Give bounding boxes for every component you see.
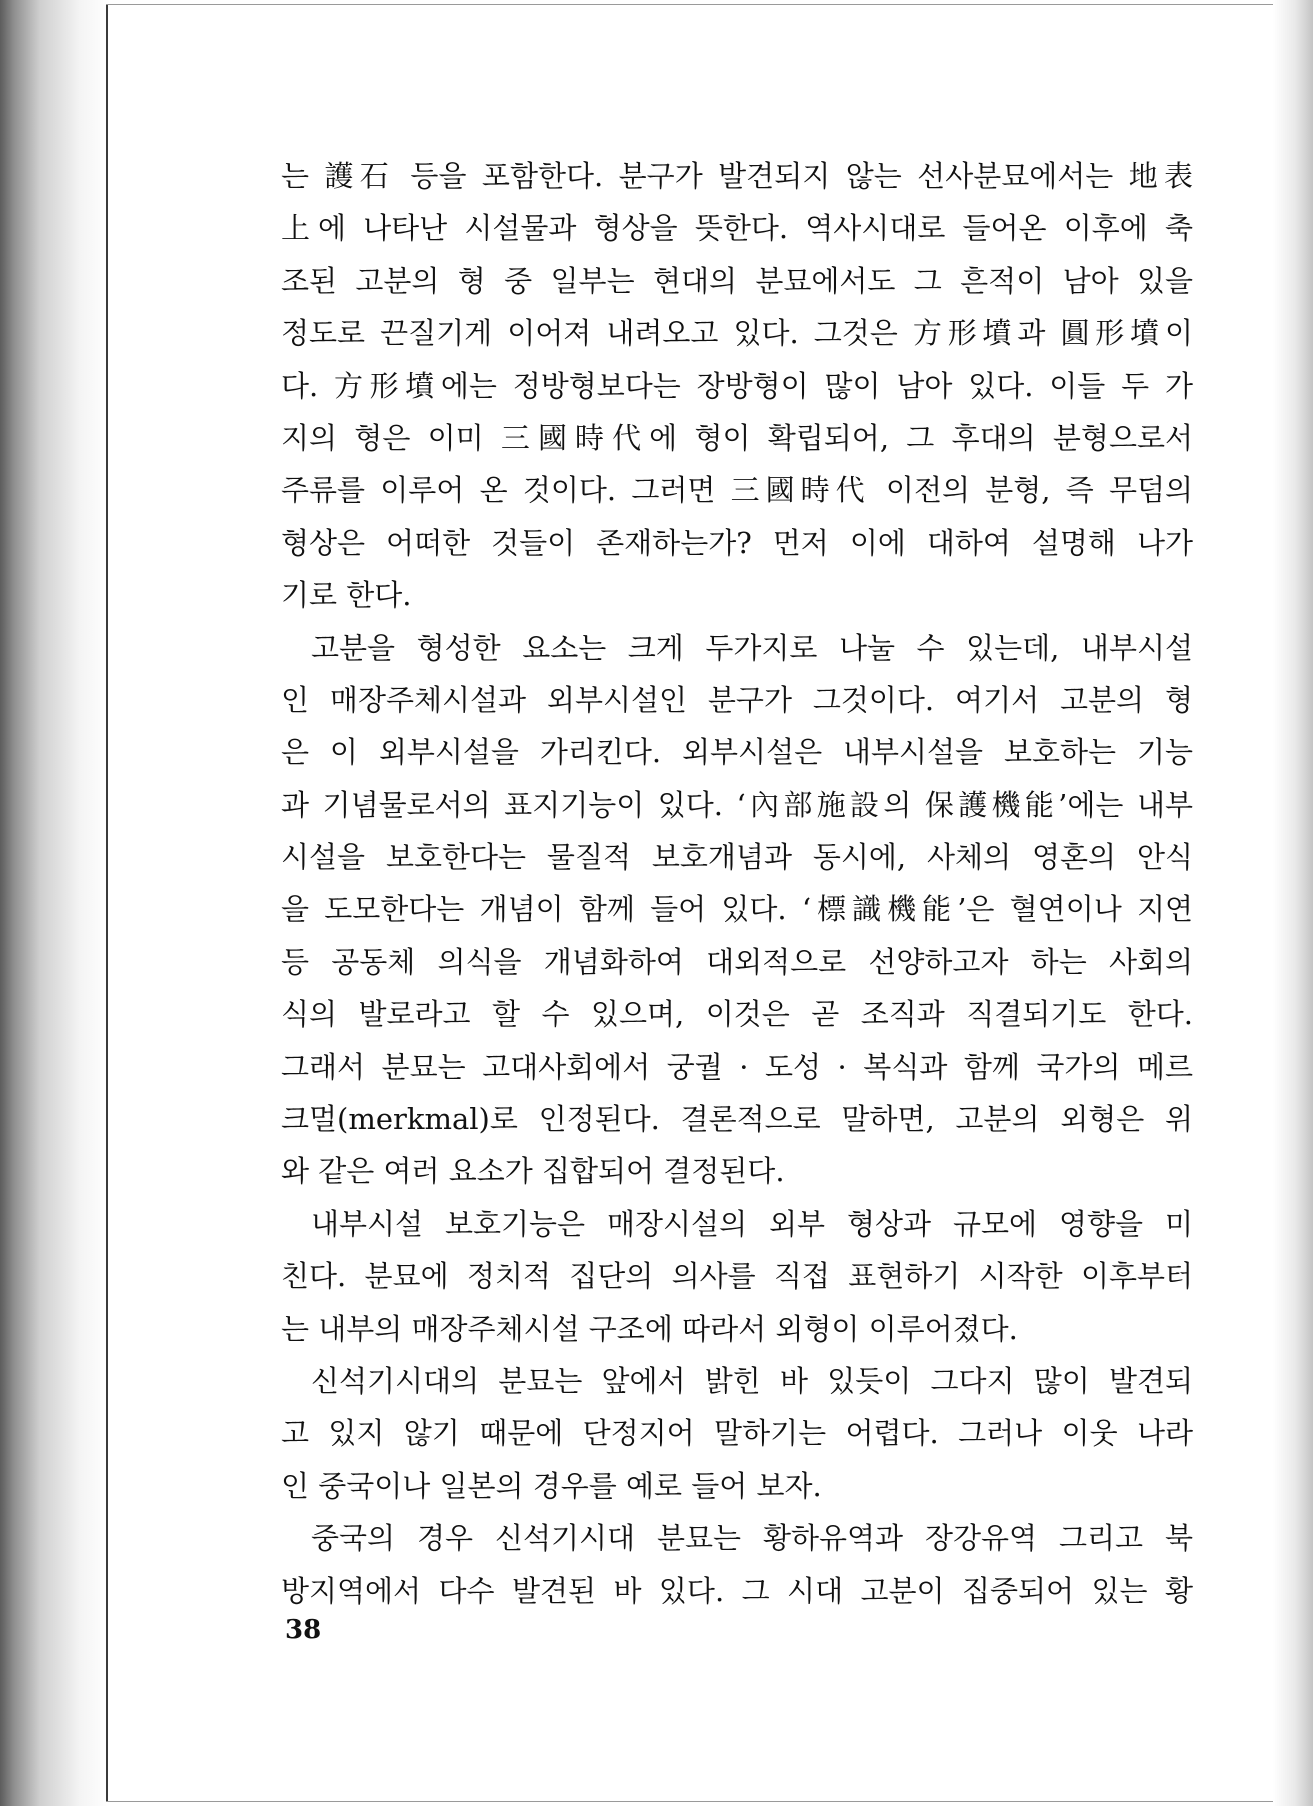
text-line: 인 매장주체시설과 외부시설인 분구가 그것이다. 여기서 고분의 형: [281, 682, 1193, 717]
paragraph-start-line: 고분을 형성한 요소는 크게 두가지로 나눌 수 있는데, 내부시설: [311, 630, 1193, 665]
text-line: 식의 발로라고 할 수 있으며, 이것은 곧 조직과 직결되기도 한다.: [281, 997, 1193, 1032]
text-line: 인 중국이나 일본의 경우를 예로 들어 보자.: [281, 1468, 822, 1503]
page-top-edge: [106, 4, 1286, 5]
text-line: 지의 형은 이미 三國時代에 형이 확립되어, 그 후대의 분형으로서: [281, 420, 1193, 455]
text-line: 는 내부의 매장주체시설 구조에 따라서 외형이 이루어졌다.: [281, 1311, 1018, 1346]
text-line: 친다. 분묘에 정치적 집단의 의사를 직접 표현하기 시작한 이후부터: [281, 1259, 1193, 1294]
paragraph-start-line: 신석기시대의 분묘는 앞에서 밝힌 바 있듯이 그다지 많이 발견되: [311, 1363, 1193, 1398]
text-line: 과 기념물로서의 표지기능이 있다. ‘內部施設의 保護機能’에는 내부: [281, 787, 1193, 822]
text-line: 등 공동체 의식을 개념화하여 대외적으로 선양하고자 하는 사회의: [281, 944, 1193, 979]
paragraph-start-line: 중국의 경우 신석기시대 분묘는 황하유역과 장강유역 그리고 북: [311, 1521, 1193, 1556]
text-line: 조된 고분의 형 중 일부는 현대의 분묘에서도 그 흔적이 남아 있을: [281, 263, 1193, 298]
text-line: 다. 方形墳에는 정방형보다는 장방형이 많이 남아 있다. 이들 두 가: [281, 368, 1193, 403]
body-text: [281, 150, 1193, 1617]
text-line: 형상은 어떠한 것들이 존재하는가? 먼저 이에 대하여 설명해 나가: [281, 525, 1193, 560]
page-left-edge: [106, 4, 108, 1802]
text-line: 上에 나타난 시설물과 형상을 뜻한다. 역사시대로 들어온 이후에 축: [281, 211, 1193, 246]
text-line: 와 같은 여러 요소가 집합되어 결정된다.: [281, 1154, 785, 1189]
page-bottom-edge: [106, 1801, 1286, 1802]
text-line: 정도로 끈질기게 이어져 내려오고 있다. 그것은 方形墳과 圓形墳이: [281, 316, 1193, 351]
text-line: 기로 한다.: [281, 578, 412, 613]
text-line: 크멀(merkmal)로 인정된다. 결론적으로 말하면, 고분의 외형은 위: [281, 1102, 1193, 1137]
binding-shadow: [0, 0, 110, 1806]
page-number: 38: [285, 1615, 322, 1645]
paragraph-start-line: 내부시설 보호기능은 매장시설의 외부 형상과 규모에 영향을 미: [311, 1206, 1193, 1241]
text-line: 방지역에서 다수 발견된 바 있다. 그 시대 고분이 집중되어 있는 황: [281, 1573, 1193, 1608]
right-page-shadow: [1273, 0, 1313, 1806]
text-line: 는 護石 등을 포함한다. 분구가 발견되지 않는 선사분묘에서는 地表: [281, 159, 1193, 193]
text-line: 그래서 분묘는 고대사회에서 궁궐 · 도성 · 복식과 함께 국가의 메르: [281, 1049, 1193, 1084]
text-line: 시설을 보호한다는 물질적 보호개념과 동시에, 사체의 영혼의 안식: [281, 840, 1193, 875]
text-line: 은 이 외부시설을 가리킨다. 외부시설은 내부시설을 보호하는 기능: [281, 735, 1193, 770]
text-line: 주류를 이루어 온 것이다. 그러면 三國時代 이전의 분형, 즉 무덤의: [281, 473, 1193, 508]
text-line: 고 있지 않기 때문에 단정지어 말하기는 어렵다. 그러나 이웃 나라: [281, 1416, 1193, 1451]
text-line: 을 도모한다는 개념이 함께 들어 있다. ‘標識機能’은 혈연이나 지연: [281, 892, 1193, 927]
